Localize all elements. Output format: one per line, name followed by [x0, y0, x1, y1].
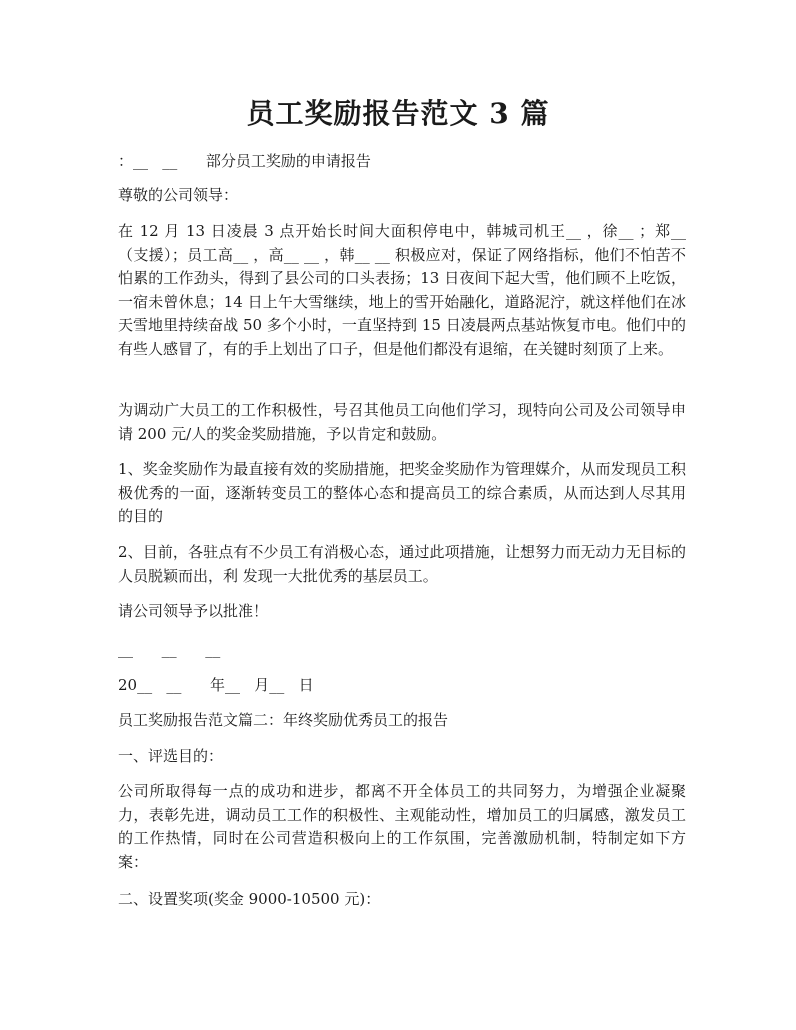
- body-paragraph-incident: 在 12 月 13 日凌晨 3 点开始长时间大面积停电中，韩城司机王__ ，徐__ ；郑__ （支援）；员工高__ ，高__ __ ，韩__ __ 积极应对，保证了网络指标，他们不怕苦不怕累的工作劲头，得到了县公司的口头表扬；13 日夜间下起大雪，他们顾不上吃饭，一宿未曾休息；14 日上午大雪继续，地上的雪开始融化，道路泥泞，就这样他们在冰天雪地里持续奋战 50 多个小时，一直坚持到 15 日凌晨两点基站恢复市电。他们中的有些人感冒了，有的手上划出了口子，但是他们都没有退缩，在关键时刻顶了上来。: [118, 222, 686, 358]
- salutation: 尊敬的公司领导：: [118, 186, 239, 204]
- date-line: 20__ __ 年__ 月__ 日: [118, 676, 314, 694]
- list-item-2: 2、目前，各驻点有不少员工有消极心态，通过此项措施，让想努力而无动力无目标的人员脱颖而出，利 发现一大批优秀的基层员工。: [118, 543, 686, 585]
- body-paragraph-request: 为调动广大员工的工作积极性，号召其他员工向他们学习，现特向公司及公司领导申请 200 元/人的奖金奖励措施，予以肯定和鼓励。: [118, 401, 686, 443]
- body-paragraph-purpose: 公司所取得每一点的成功和进步，都离不开全体员工的共同努力，为增强企业凝聚力，表彰先进，调动员工工作的积极性、主观能动性，增加员工的归属感，激发员工的工作热情，同时在公司营造积极向上的工作氛围，完善激励机制，特制定如下方案：: [118, 782, 686, 871]
- list-item-1: 1、奖金奖励作为最直接有效的奖励措施，把奖金奖励作为管理媒介，从而发现员工积极优秀的一面，逐渐转变员工的整体心态和提高员工的综合素质，从而达到人尽其用的目的: [118, 460, 686, 525]
- signature-blanks: __ __ __: [118, 640, 221, 658]
- section-heading-part-two: 员工奖励报告范文篇二：年终奖励优秀员工的报告: [118, 711, 449, 729]
- approval-request: 请公司领导予以批准！: [118, 602, 269, 620]
- application-heading: ：__ __ 部分员工奖励的申请报告: [118, 152, 371, 170]
- subheading-awards: 二、设置奖项(奖金 9000-10500 元)：: [118, 890, 381, 908]
- subheading-purpose: 一、评选目的：: [118, 747, 224, 765]
- document-title: 员工奖励报告范文 3 篇: [246, 97, 550, 130]
